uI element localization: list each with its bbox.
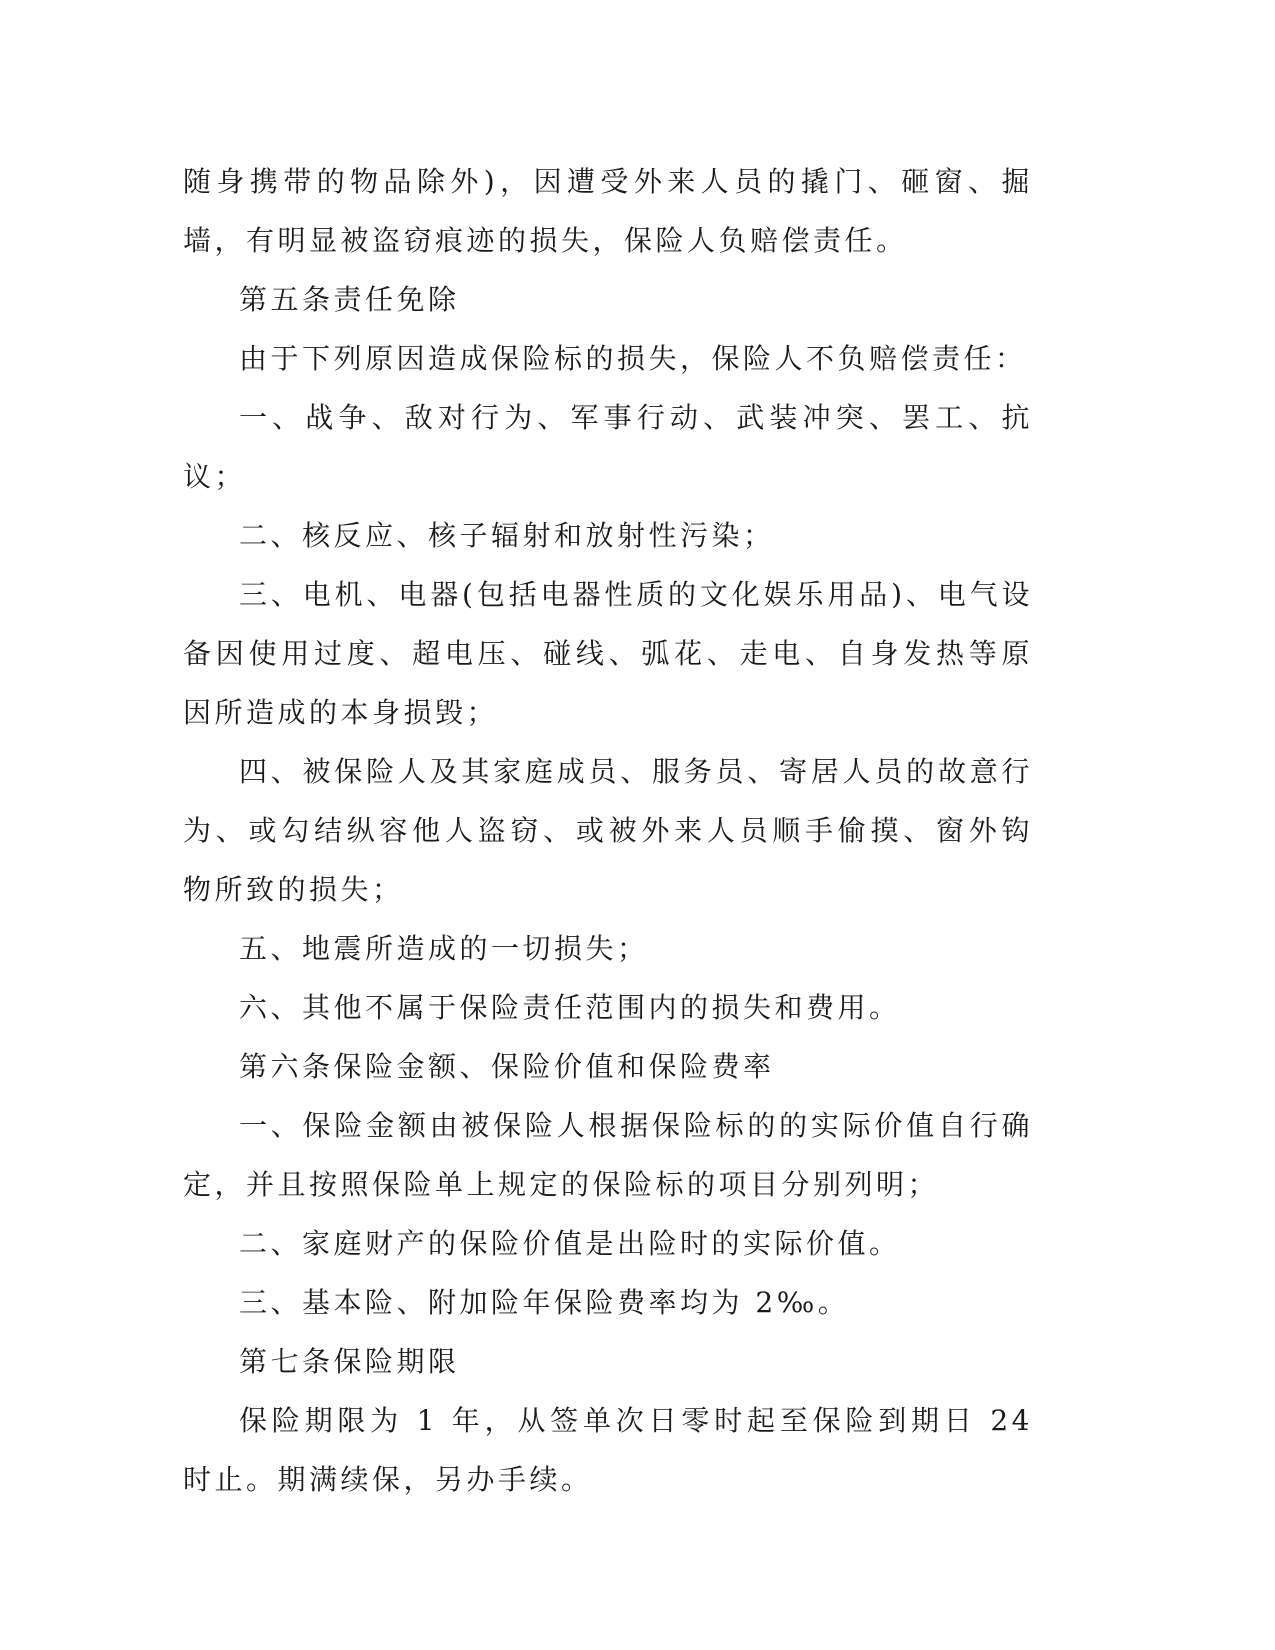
term-paragraph: 保险期限为 1 年，从签单次日零时起至保险到期日 24 时止。期满续保，另办手续。: [183, 1404, 1033, 1496]
amount-item-2: 二、家庭财产的保险价值是出险时的实际价值。: [239, 1227, 901, 1260]
exclusion-item-4: 四、被保险人及其家庭成员、服务员、寄居人员的故意行为、或勾结纵容他人盗窃、或被外来人员顺手偷摸、窗外钩物所致的损失；: [183, 755, 1033, 906]
article-5-heading: 第五条责任免除: [239, 283, 460, 316]
amount-item-1: 一、保险金额由被保险人根据保险标的的实际价值自行确定，并且按照保险单上规定的保险标的项目分别列明；: [183, 1109, 1033, 1201]
amount-item-3: 三、基本险、附加险年保险费率均为 2‰。: [239, 1286, 850, 1319]
article-7-heading: 第七条保险期限: [239, 1345, 460, 1378]
exclusion-intro: 由于下列原因造成保险标的损失，保险人不负赔偿责任：: [239, 342, 1027, 375]
exclusion-item-5: 五、地震所造成的一切损失；: [239, 932, 649, 965]
exclusion-item-3: 三、电机、电器(包括电器性质的文化娱乐用品)、电气设备因使用过度、超电压、碰线、弧花、走电、自身发热等原因所造成的本身损毁；: [183, 578, 1033, 729]
article-6-heading: 第六条保险金额、保险价值和保险费率: [239, 1050, 775, 1083]
exclusion-item-1: 一、战争、敌对行为、军事行动、武装冲突、罢工、抗议；: [183, 401, 1033, 493]
document-body: [183, 152, 1033, 1509]
exclusion-item-6: 六、其他不属于保险责任范围内的损失和费用。: [239, 991, 901, 1024]
exclusion-item-2: 二、核反应、核子辐射和放射性污染；: [239, 519, 775, 552]
paragraph-continuation: 随身携带的物品除外)，因遭受外来人员的撬门、砸窗、掘墙，有明显被盗窃痕迹的损失，保险人负赔偿责任。: [183, 165, 1033, 257]
